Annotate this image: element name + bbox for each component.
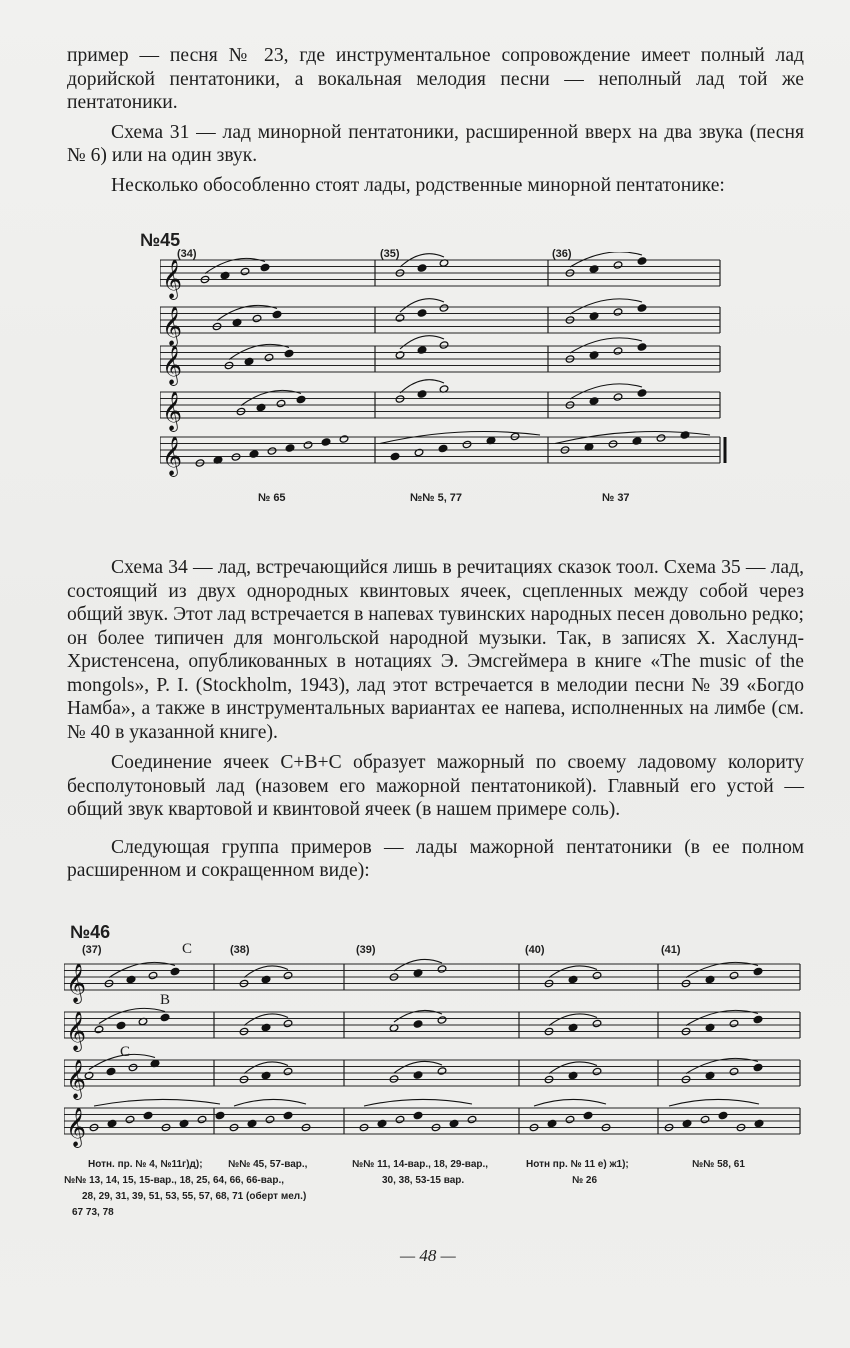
paragraph: Несколько обособленно стоят лады, родственные минорной пентатонике: — [111, 174, 725, 196]
paragraph: Следующая группа примеров — лады мажорной пентатоники (в ее полном расширенном и сокращенном виде): — [67, 836, 804, 881]
ligature-slur — [241, 390, 301, 405]
note-head — [296, 395, 306, 403]
paragraph: пример — песня № 23, где инструментальное сопровождение имеет полный лад дорийской пентатоники, а вокальная мелодия песни — неполный лад той же пентатоники. — [67, 45, 804, 113]
note-head — [718, 1111, 728, 1119]
note-head — [267, 447, 277, 455]
note-head — [395, 1115, 405, 1123]
ligature-slur — [686, 962, 758, 977]
note-head — [197, 1115, 207, 1123]
ligature-slur — [229, 344, 289, 359]
note-head — [303, 441, 313, 449]
note-head — [276, 399, 286, 407]
song-ref: 28, 29, 31, 39, 51, 53, 55, 57, 68, 71 (оберт мел.) — [82, 1191, 307, 1202]
note-head — [439, 304, 449, 312]
note-head — [656, 434, 666, 442]
note-head — [700, 1115, 710, 1123]
note-head — [613, 308, 623, 316]
note-head — [339, 435, 349, 443]
treble-clef: 𝄞 — [162, 436, 182, 475]
music-example-46 — [64, 952, 804, 1152]
note-head — [390, 452, 400, 460]
ligature-slur — [94, 1099, 220, 1106]
example-46-label: №46 — [70, 922, 111, 942]
note-head — [565, 1115, 575, 1123]
note-head — [264, 353, 274, 361]
treble-clef: 𝄞 — [162, 391, 182, 430]
ligature-slur — [534, 1099, 606, 1106]
ligature-slur — [669, 1099, 759, 1106]
note-head — [125, 1115, 135, 1123]
note-head — [160, 1013, 170, 1021]
note-head — [106, 1067, 116, 1075]
ligature-slur — [205, 258, 265, 273]
cell-label: C — [120, 1044, 131, 1060]
note-head — [240, 267, 250, 275]
paragraph: Соединение ячеек С+В+С образует мажорный по своему ладовому колориту бесполутоновый лад (назовем его мажорной пентатоникой). Главный его устой — общий звук квартовой и квинтовой ячеек (в нашем примере соль). — [67, 752, 804, 820]
ligature-slur — [217, 305, 277, 320]
music-example-45 — [160, 252, 770, 492]
note-head — [128, 1063, 138, 1071]
scheme-number: (38) — [230, 944, 250, 956]
note-head — [753, 1063, 763, 1071]
scheme-number: (40) — [525, 944, 545, 956]
note-head — [729, 1067, 739, 1075]
song-ref: №№ 11, 14-вар., 18, 29-вар., — [352, 1159, 489, 1170]
note-head — [395, 314, 405, 322]
note-head — [417, 390, 427, 398]
note-head — [265, 1115, 275, 1123]
note-head — [417, 309, 427, 317]
note-head — [613, 347, 623, 355]
treble-clef: 𝄞 — [162, 306, 182, 345]
ligature-slur — [109, 962, 175, 977]
treble-clef: 𝄞 — [66, 1011, 86, 1050]
page-number: — 48 — — [400, 1246, 456, 1265]
note-head — [252, 314, 262, 322]
ligature-slur — [89, 1054, 155, 1069]
note-head — [753, 1015, 763, 1023]
note-head — [467, 1115, 477, 1123]
note-head — [283, 1111, 293, 1119]
song-ref: №№ 13, 14, 15, 15-вар., 18, 25, 64, 66, 66-вар., — [64, 1175, 284, 1186]
note-head — [413, 1111, 423, 1119]
note-head — [413, 1020, 423, 1028]
note-head — [284, 349, 294, 357]
song-ref: №№ 45, 57-вар., — [228, 1159, 308, 1170]
note-head — [592, 1067, 602, 1075]
song-ref: №№ 5, 77 — [410, 492, 463, 504]
song-ref: №№ 58, 61 — [692, 1159, 745, 1170]
treble-clef: 𝄞 — [162, 259, 182, 298]
ligature-slur — [570, 384, 642, 399]
note-head — [753, 967, 763, 975]
note-head — [592, 1019, 602, 1027]
paragraph: Схема 31 — лад минорной пентатоники, расширенной вверх на два звука (песня № 6) или на один звук. — [67, 121, 804, 166]
cell-label: B — [160, 992, 171, 1008]
paragraph: Схема 34 — лад, встречающийся лишь в речитациях сказок тоол. Схема 35 — лад, состоящий из двух однородных квинтовых ячеек, сцепленных между собой через общий звук. Этот лад встречается в напевах тувинских народных песен довольно редко; он более типичен для монгольской народной музыки. Так, в записях Х. Хаслунд-Христенсена, опубликованных в нотациях Э. Эмсгеймера в книге «The music of the mongols», P. I. (Stockholm, 1943), лад этот встречается в мелодии песни № 39 «Богдо Намба», а также в инструментальных вариантах ее напева, исполненных на лимбе (см. № 40 в указанной книге). — [67, 557, 804, 743]
note-head — [637, 343, 647, 351]
note-head — [215, 1111, 225, 1119]
note-head — [637, 304, 647, 312]
treble-clef: 𝄞 — [66, 1107, 86, 1146]
note-head — [143, 1111, 153, 1119]
ligature-slur — [686, 1010, 758, 1025]
song-ref: Нотн пр. № 11 е) ж1); — [526, 1159, 629, 1170]
scheme-number: (37) — [82, 944, 102, 956]
song-ref: № 65 — [258, 492, 286, 504]
note-head — [283, 1067, 293, 1075]
example-45-label: №45 — [140, 230, 181, 250]
note-head — [170, 967, 180, 975]
note-head — [437, 965, 447, 973]
treble-clef: 𝄞 — [162, 345, 182, 384]
song-ref: № 37 — [602, 492, 630, 504]
note-head — [283, 971, 293, 979]
note-head — [439, 341, 449, 349]
song-ref: Нотн. пр. № 4, №11г)д); — [88, 1159, 203, 1170]
cell-label: C — [182, 941, 193, 957]
note-head — [592, 971, 602, 979]
song-ref: № 26 — [572, 1175, 598, 1186]
top-text-block — [67, 44, 804, 197]
note-head — [272, 310, 282, 318]
ligature-slur — [364, 1099, 472, 1106]
note-head — [729, 1019, 739, 1027]
note-head — [116, 1021, 126, 1029]
note-head — [637, 257, 647, 265]
treble-clef: 𝄞 — [66, 1059, 86, 1098]
note-head — [613, 393, 623, 401]
treble-clef: 𝄞 — [66, 963, 86, 1002]
note-head — [437, 1016, 447, 1024]
note-head — [260, 263, 270, 271]
scheme-number: (34) — [177, 248, 197, 260]
song-ref: 30, 38, 53-15 вар. — [382, 1175, 465, 1186]
scheme-number: (41) — [661, 944, 681, 956]
ligature-slur — [570, 338, 642, 353]
note-head — [637, 389, 647, 397]
note-head — [321, 438, 331, 446]
note-head — [148, 971, 158, 979]
scheme-number: (39) — [356, 944, 376, 956]
ligature-slur — [234, 1099, 306, 1106]
note-head — [283, 1019, 293, 1027]
note-head — [438, 444, 448, 452]
note-head — [462, 440, 472, 448]
note-head — [729, 971, 739, 979]
note-head — [285, 444, 295, 452]
song-ref: 67 73, 78 — [72, 1207, 114, 1218]
middle-text-block — [67, 556, 804, 883]
note-head — [613, 261, 623, 269]
note-head — [413, 1071, 423, 1079]
ligature-slur — [99, 1008, 165, 1023]
scheme-number: (36) — [552, 248, 572, 260]
ligature-slur — [686, 1058, 758, 1073]
note-head — [417, 264, 427, 272]
scheme-number: (35) — [380, 248, 400, 260]
note-head — [583, 1111, 593, 1119]
note-head — [437, 1067, 447, 1075]
ligature-slur — [570, 299, 642, 314]
note-head — [94, 1025, 104, 1033]
